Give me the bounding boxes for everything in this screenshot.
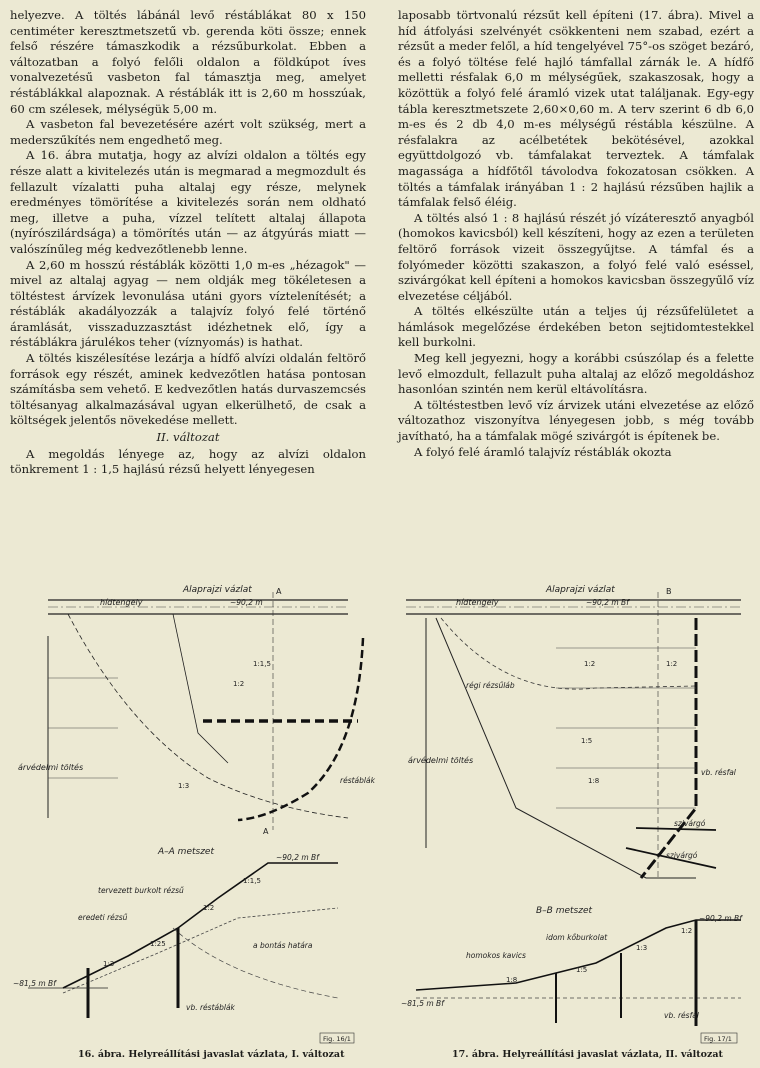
fig16-sec-slope-3: 1:25 <box>150 940 166 948</box>
fig17-elev-section: ~90,2 m Bf <box>699 914 742 923</box>
fig17-slope-4: 1:8 <box>588 777 600 785</box>
fig17-axis-label: hídtengely <box>456 598 499 607</box>
new-slope-toe <box>436 618 696 878</box>
fig17-sec-slope-3: 1:5 <box>576 966 588 974</box>
fig17-stamp: Fig. 17/1 <box>704 1035 732 1043</box>
fig16-boundary: a bontás határa <box>253 941 313 950</box>
fig16-elev-top: ~90,2 m <box>230 598 263 607</box>
fig16-sec-slope-4: 1:3 <box>103 960 115 968</box>
paragraph: helyezve. A töltés lábánál levő réstáblákat 80 x 150 centiméter keresztmetszetű vb. gerenda köti össze; ennek felső részére támaszkodik a rézsűburkolat. Ebben a változatban a folyó felőli oldalon a földkúpot íves vonalvezetésű vasbeton fal támasztja meg, amelyet réstáblákkal alapoznak. A réstáblák itt is 2,60 m hosszúak, 60 cm szélesek, mélységük 5,00 m. <box>10 8 366 116</box>
fig17-plan-title: Alaprajzi vázlat <box>546 585 615 595</box>
paragraph: A 16. ábra mutatja, hogy az alvízi oldalon a töltés egy része alatt a kivitelezés után is megmarad a megmozdult és fellazult vízalatti puha altalaj egy része, melynek eredményes tömörítése a kivitelezés során nem oldható meg, illetve a puha, vízzel telített altalaj állapota (nyírószilárdsága) a tömörítés után — az átgyúrás miatt — valószínűleg még kedvezőtlenebb lenne. <box>10 148 366 256</box>
fig16-axis-label: hídtengely <box>100 598 143 607</box>
fig17-section-mark: B <box>666 587 672 596</box>
section-title: II. változat <box>156 430 220 445</box>
figure-16-caption: 16. ábra. Helyreállítási javaslat vázlata, I. változat <box>78 1049 345 1060</box>
paragraph: A töltés alsó 1 : 8 hajlású részét jó vízáteresztő anyagból (homokos kavicsból) kell készíteni, hogy az ezen a területen feltörő források vizeit összegyűjtse. A támfal és a folyómeder közötti szakaszon, a folyó felé való eséssel, szivárgókat kell építeni a homokos kavicsban összegyűlő víz elvezetése céljából. <box>398 210 754 303</box>
fig16-section-slot: vb. réstáblák <box>186 1003 235 1012</box>
fig17-gravel: homokos kavics <box>466 951 526 960</box>
left-text-column <box>10 8 366 478</box>
fig17-old-slope: régi rézsűláb <box>466 681 515 690</box>
paragraph: A folyó felé áramló talajvíz réstáblák okozta <box>414 444 672 459</box>
fig16-slot-walls: réstáblák <box>340 776 375 785</box>
paragraph: laposabb törtvonalú rézsűt kell építeni (17. ábra). Mivel a híd átfolyási szelvényét csökkenteni nem szabad, ezért a rézsűt a meder felől, a híd tengelyével 75°-os szöget bezáró, és a folyó töltése felé hajló támfallal zárnák le. A hídfő melletti résfalak 6,0 m mélységűek, szakaszosak, hogy a közöttük a folyó felé áramló vizek utat találjanak. Egy-egy tábla keresztmetszete 2,60×0,60 m. A terv szerint 6 db 6,0 m-es és 2 db 4,0 m-es mélységű réstábla készülne. A résfalakra az acélbetétek bekötésével, azokkal együttdolgozó vb. támfalakat terveztek. A támfalak magassága a hídfőtől távolodva fokozatosan csökken. A töltés a támfalak irányában 1 : 2 hajlású rézsűben hajlik a támfalak felső éléig. <box>398 8 754 210</box>
slope-break-line <box>173 614 228 763</box>
paragraph: A töltés kiszélesítése lezárja a hídfő alvízi oldalán feltörő források egy részét, aminek kedvezőtlen hatása pontosan számításba sem vehető. E kedvezőtlen hatás durvaszemcsés töltésanyag alkalmazásával ugyan elkerülhető, de csak a költségek jelentős növekedése mellett. <box>10 351 366 428</box>
fig16-section-mark-bottom: A <box>263 827 269 836</box>
fig16-elev-base: ~81,5 m Bf <box>13 979 56 988</box>
fig16-plan-title: Alaprajzi vázlat <box>183 585 252 595</box>
fig16-elev-section: ~90,2 m Bf <box>276 853 319 862</box>
fig17-flood-levee: árvédelmi töltés <box>408 756 474 765</box>
fig16-section-title: A–A metszet <box>158 847 214 857</box>
fig17-elev-base: ~81,5 m Bf <box>401 999 444 1008</box>
fig17-slope-3: 1:5 <box>581 737 593 745</box>
demolition-boundary <box>173 928 338 998</box>
fig17-section-title: B–B metszet <box>536 906 593 916</box>
right-text-column <box>398 8 754 460</box>
paragraph: A megoldás lényege az, hogy az alvízi oldalon tönkrement 1 : 1,5 hajlású rézsű helyett lényegesen <box>10 446 366 477</box>
paragraph: A töltéstestben levő víz árvizek utáni elvezetése az előző változathoz viszonyítva lényegesen jobb, s még tovább javítható, ha a támfalak mögé szivárgót is építenek be. <box>398 397 754 444</box>
fig17-slope-1: 1:2 <box>584 660 596 668</box>
fig17-wall: vb. résfal <box>701 768 736 777</box>
paragraph: Meg kell jegyezni, hogy a korábbi csúszólap és a felette levő elmozdult, fellazult puha altalaj az előző megoldáshoz hasonlóan szintén nem kerül eltávolításra. <box>398 351 754 397</box>
paragraph: A töltés elkészülte után a teljes új rézsűfelületet a hámlások megelőzése érdekében beton sejtidomtestekkel kell burkolni. <box>398 304 754 350</box>
fig17-drain-1: szivárgó <box>674 819 706 828</box>
fig16-planned-slope: tervezett burkolt rézsű <box>98 886 184 895</box>
fig17-drain-2: szivárgó <box>666 851 698 860</box>
fig17-sec-slope-4: 1:8 <box>506 976 518 984</box>
figure-16 <box>8 578 376 1048</box>
fig17-section-wall: vb. résfal <box>664 1011 699 1020</box>
fig16-sec-slope-1: 1:1,5 <box>243 877 261 885</box>
fig16-stamp: Fig. 16/1 <box>323 1035 351 1043</box>
figure-17 <box>396 578 754 1048</box>
slope-toe-line <box>68 614 348 818</box>
fig17-sec-slope-1: 1:2 <box>681 927 693 935</box>
fig17-elev-top: ~90,2 m Bf <box>586 598 629 607</box>
planned-slope-profile <box>63 863 338 988</box>
paragraph: A vasbeton fal bevezetésére azért volt szükség, mert a mederszűkítés nem engedhető meg. <box>10 117 366 147</box>
drain-line <box>636 828 716 830</box>
fig16-section-mark: A <box>276 587 282 596</box>
fig16-slope-3: 1:3 <box>178 782 190 790</box>
fig16-original-slope: eredeti rézsű <box>78 913 128 922</box>
fig16-slope-2: 1:1,5 <box>253 660 271 668</box>
paragraph: A 2,60 m hosszú réstáblák közötti 1,0 m-es „hézagok" — mivel az altalaj agyag — nem oldják meg tökéletesen a töltéstest árvízek levonulása utáni gyors víztelenítését; a réstáblák akadályozzák a talajvíz folyó felé történő áramlását, visszaduzzasztást idézhetnek elő, így a réstáblákra járulékos teher (víznyomás) is hathat. <box>10 257 366 350</box>
figure-17-drawing <box>396 578 754 1048</box>
fig16-flood-levee: árvédelmi töltés <box>18 763 84 772</box>
fig17-sec-slope-2: 1:3 <box>636 944 648 952</box>
figure-16-drawing <box>8 578 376 1048</box>
fig17-slope-2: 1:2 <box>666 660 678 668</box>
fig17-block-cover: idom kőburkolat <box>546 933 608 942</box>
retaining-wall <box>641 618 696 878</box>
figure-17-caption: 17. ábra. Helyreállítási javaslat vázlata, II. változat <box>452 1049 723 1060</box>
fig16-sec-slope-2: 1:2 <box>203 904 215 912</box>
fig16-slope-1: 1:2 <box>233 680 245 688</box>
